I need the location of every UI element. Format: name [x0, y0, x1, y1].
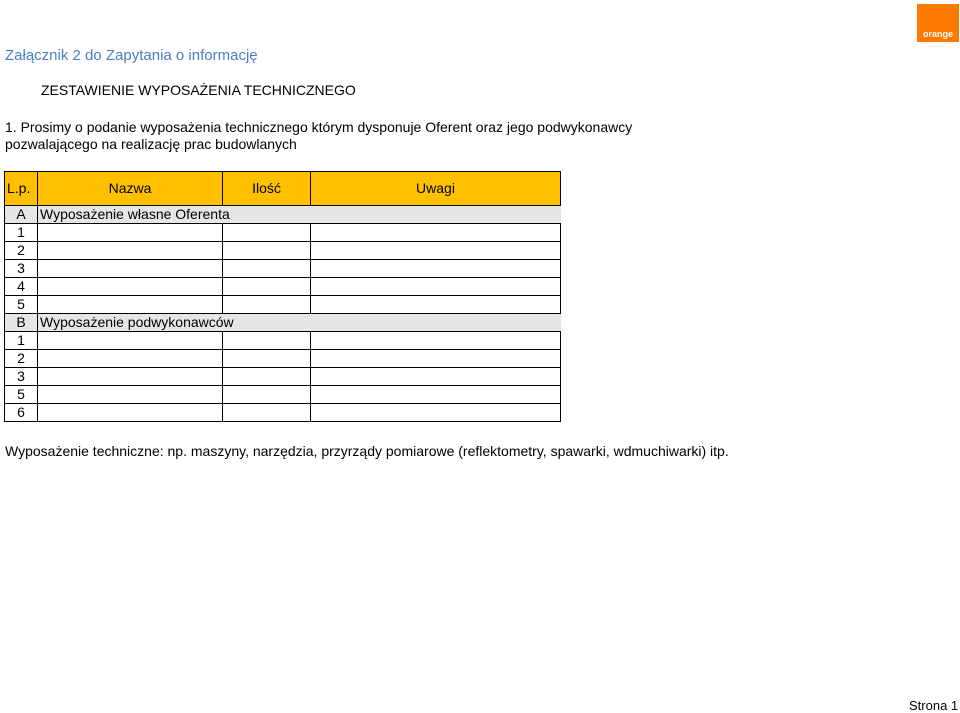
orange-logo [917, 4, 959, 42]
cell-ilosc[interactable] [223, 350, 311, 368]
cell-ilosc[interactable] [223, 224, 311, 242]
table-row [5, 224, 561, 242]
cell-ilosc[interactable] [223, 260, 311, 278]
row-num: 1 [5, 224, 38, 242]
cell-nazwa[interactable] [38, 404, 223, 422]
cell-uwagi[interactable] [311, 350, 561, 368]
cell-ilosc[interactable] [223, 278, 311, 296]
section-num: B [5, 314, 38, 332]
cell-nazwa[interactable] [38, 260, 223, 278]
header-nazwa: Nazwa [38, 172, 223, 206]
section-label: Wyposażenie podwykonawców [38, 314, 561, 332]
equipment-table [4, 171, 561, 422]
page-title: ZESTAWIENIE WYPOSAŻENIA TECHNICZNEGO [41, 82, 356, 98]
cell-nazwa[interactable] [38, 278, 223, 296]
row-num: 2 [5, 242, 38, 260]
section-row-a [5, 206, 561, 224]
row-num: 4 [5, 278, 38, 296]
cell-uwagi[interactable] [311, 260, 561, 278]
cell-ilosc[interactable] [223, 332, 311, 350]
table-row [5, 296, 561, 314]
header-uwagi: Uwagi [311, 172, 561, 206]
table-row [5, 404, 561, 422]
section-label: Wyposażenie własne Oferenta [38, 206, 561, 224]
table-row [5, 332, 561, 350]
cell-nazwa[interactable] [38, 386, 223, 404]
cell-uwagi[interactable] [311, 332, 561, 350]
cell-nazwa[interactable] [38, 368, 223, 386]
cell-uwagi[interactable] [311, 278, 561, 296]
cell-uwagi[interactable] [311, 296, 561, 314]
instruction-text: 1. Prosimy o podanie wyposażenia technicznego którym dysponuje Oferent oraz jego podwykonawcy pozwalającego na realizację prac budowlanych [5, 119, 633, 152]
cell-uwagi[interactable] [311, 242, 561, 260]
cell-uwagi[interactable] [311, 386, 561, 404]
cell-ilosc[interactable] [223, 242, 311, 260]
cell-nazwa[interactable] [38, 296, 223, 314]
cell-nazwa[interactable] [38, 224, 223, 242]
cell-uwagi[interactable] [311, 404, 561, 422]
cell-ilosc[interactable] [223, 296, 311, 314]
row-num: 6 [5, 404, 38, 422]
header-ilosc: Ilość [223, 172, 311, 206]
table-row [5, 242, 561, 260]
footnote: Wyposażenie techniczne: np. maszyny, narzędzia, przyrządy pomiarowe (reflektometry, spawarki, wdmuchiwarki) itp. [5, 443, 729, 459]
cell-ilosc[interactable] [223, 404, 311, 422]
table-row [5, 278, 561, 296]
table-row [5, 386, 561, 404]
header-lp: L.p. [5, 172, 38, 206]
table-row [5, 368, 561, 386]
cell-ilosc[interactable] [223, 386, 311, 404]
row-num: 5 [5, 296, 38, 314]
cell-nazwa[interactable] [38, 332, 223, 350]
cell-nazwa[interactable] [38, 242, 223, 260]
row-num: 1 [5, 332, 38, 350]
row-num: 3 [5, 260, 38, 278]
cell-uwagi[interactable] [311, 224, 561, 242]
section-num: A [5, 206, 38, 224]
attachment-title: Załącznik 2 do Zapytania o informację [5, 47, 258, 64]
cell-nazwa[interactable] [38, 350, 223, 368]
row-num: 5 [5, 386, 38, 404]
logo-text: orange [922, 29, 953, 39]
row-num: 2 [5, 350, 38, 368]
section-row-b [5, 314, 561, 332]
table-row [5, 350, 561, 368]
table-header-row [5, 172, 561, 206]
page-number: Strona 1 [909, 698, 959, 713]
table-row [5, 260, 561, 278]
cell-ilosc[interactable] [223, 368, 311, 386]
cell-uwagi[interactable] [311, 368, 561, 386]
row-num: 3 [5, 368, 38, 386]
